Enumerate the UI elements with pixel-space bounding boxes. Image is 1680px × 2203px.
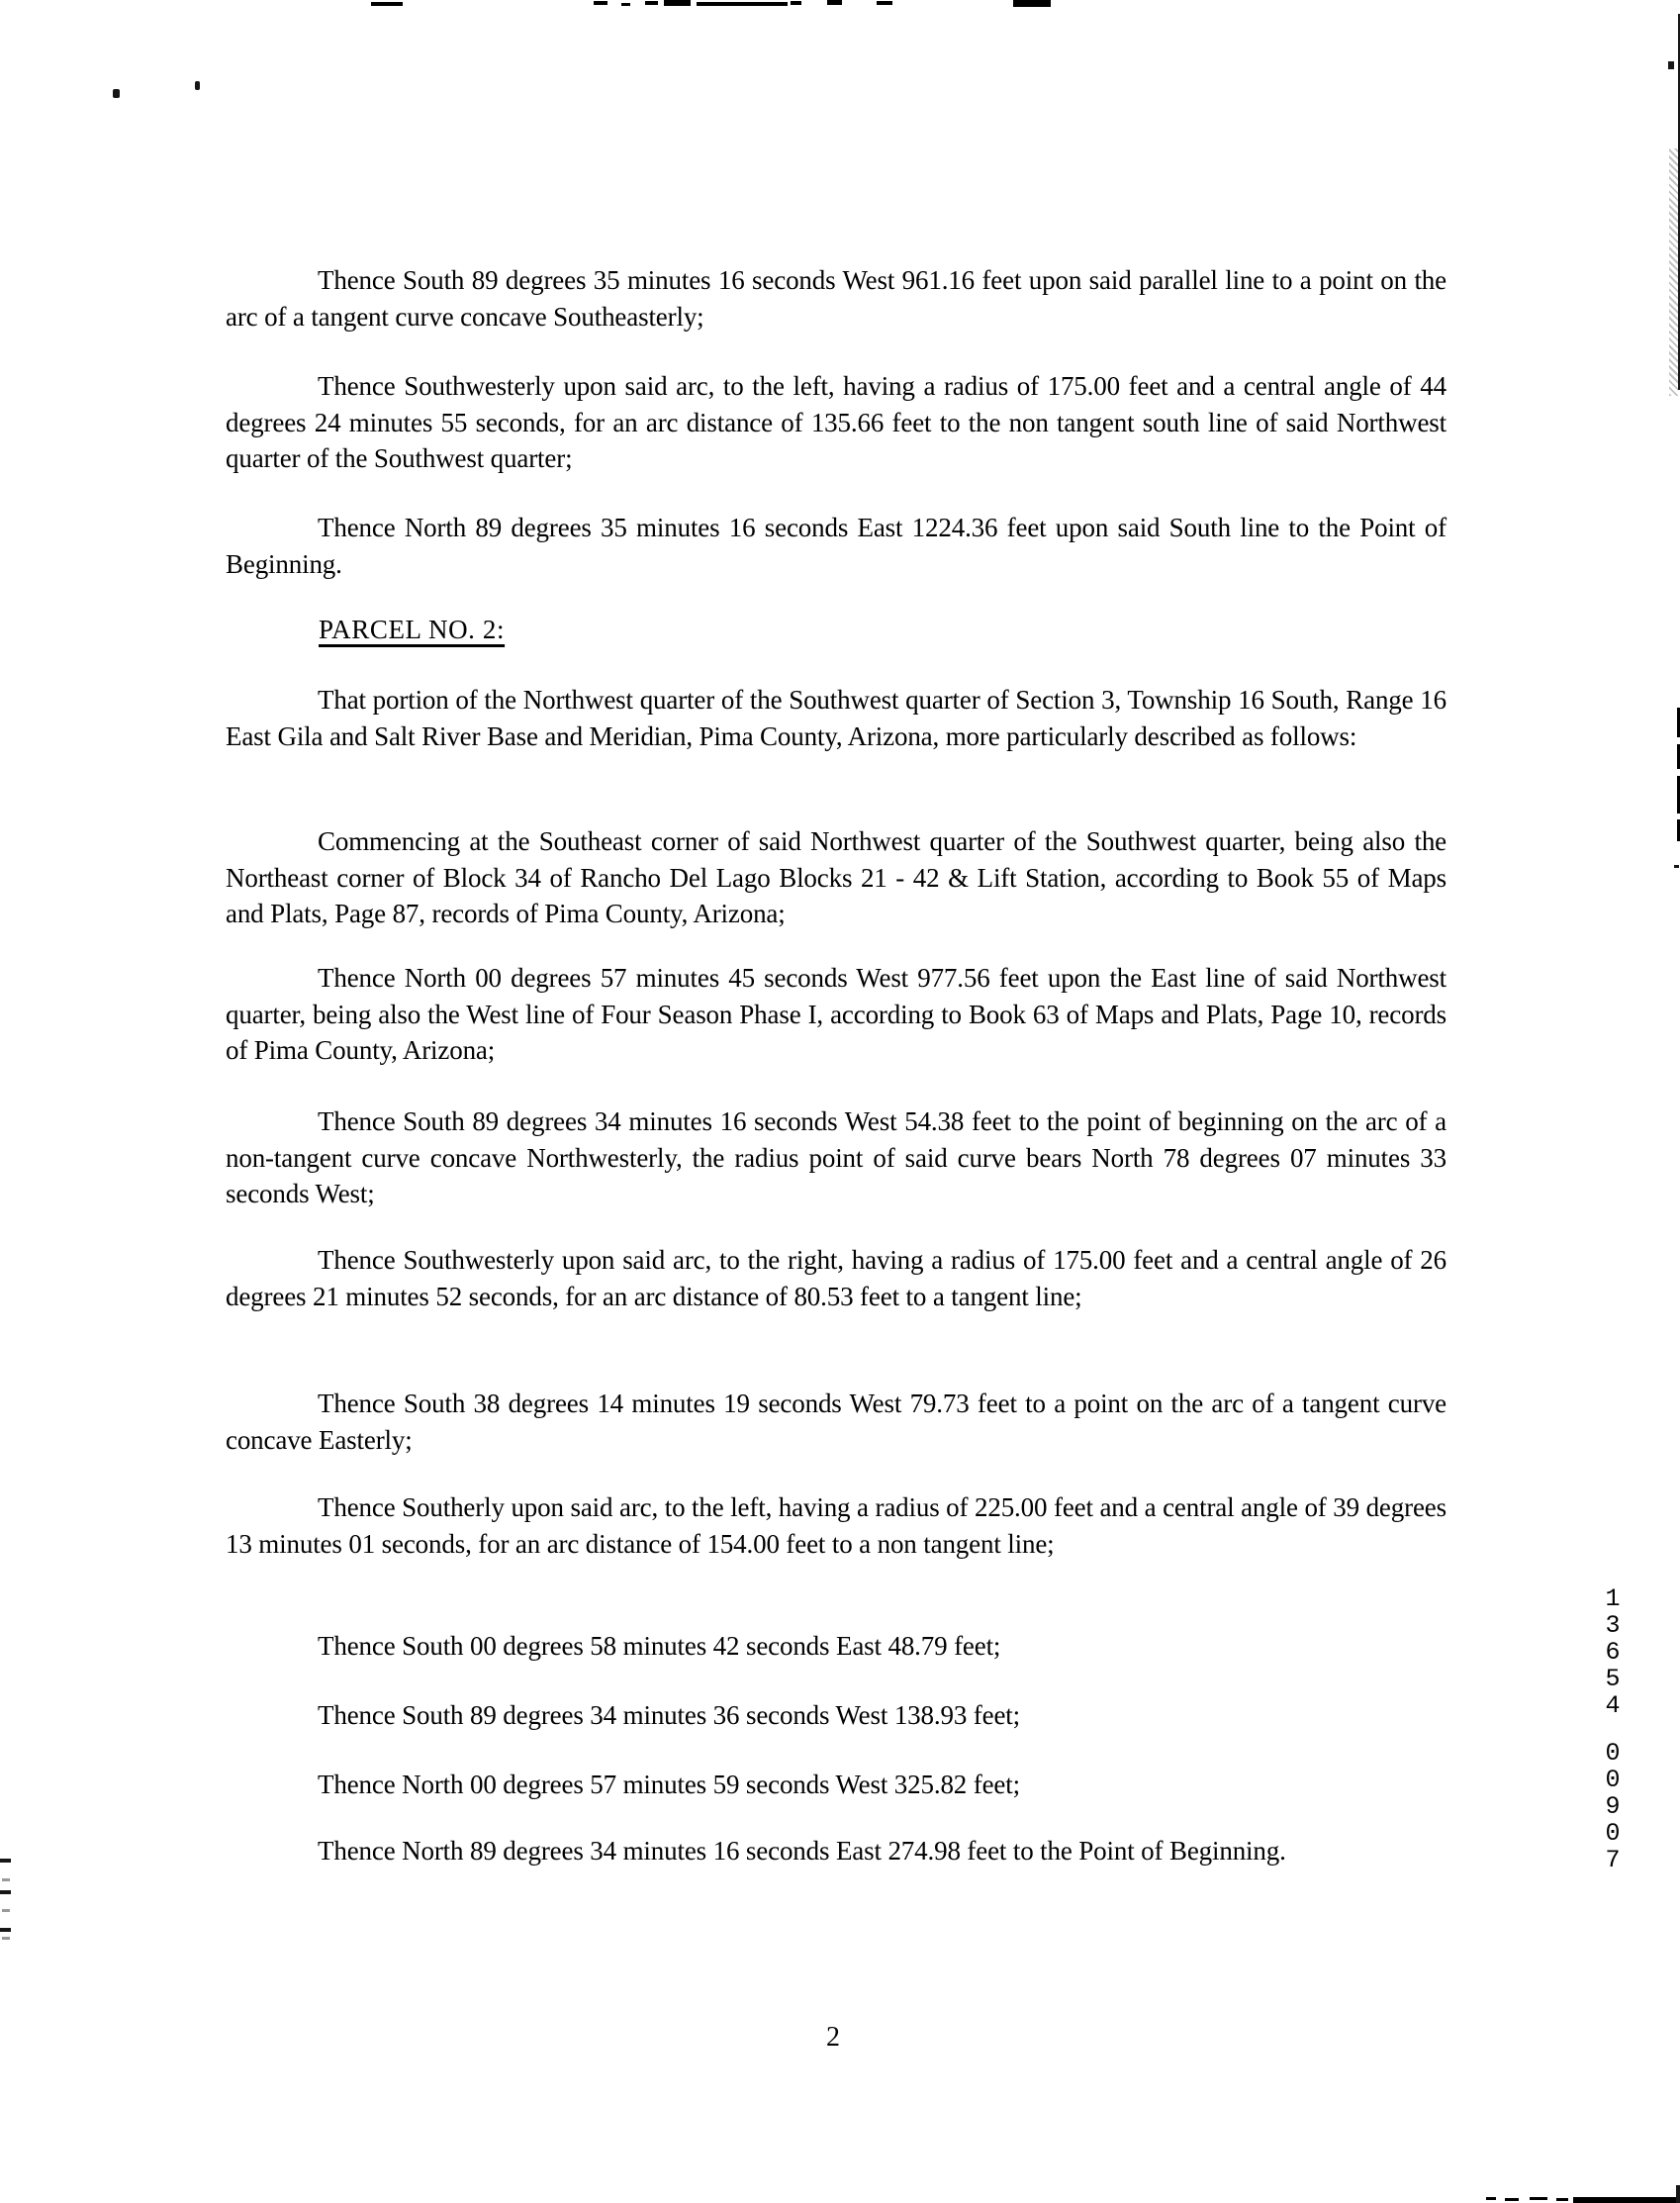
scan-artifact [113,89,120,98]
scan-artifact [1676,2185,1680,2203]
legal-description-paragraph: Thence North 00 degrees 57 minutes 59 seconds West 325.82 feet; [318,1770,1020,1799]
scan-artifact [1674,865,1679,868]
scan-artifact [664,0,691,6]
scan-artifact [2,1909,10,1912]
legal-description-paragraph: Thence South 89 degrees 35 minutes 16 seconds West 961.16 feet upon said parallel line to a point on the arc of a tangent curve concave Southeasterly; [226,265,1447,332]
legal-description-paragraph: Thence North 00 degrees 57 minutes 45 seconds West 977.56 feet upon the East line of said Northwest quarter, being also the West line of Four Season Phase I, according to Book 63 of Maps and Plats, Page 10, records of Pima County, Arizona; [226,963,1447,1066]
legal-description-paragraph: That portion of the Northwest quarter of the Southwest quarter of Section 3, Township 16 South, Range 16 East Gila and Salt River Base and Meridian, Pima County, Arizona, more particularly described as follows: [226,685,1447,751]
scan-artifact [1669,148,1678,396]
legal-description-paragraph: Thence North 89 degrees 34 minutes 16 seconds East 274.98 feet to the Point of Beginning. [318,1836,1286,1866]
scan-artifact [1556,2198,1568,2201]
legal-description-paragraph: Thence North 89 degrees 35 minutes 16 seconds East 1224.36 feet upon said South line to the Point of Beginning. [226,513,1447,579]
scan-artifact [371,2,403,6]
legal-description-paragraph: Thence South 38 degrees 14 minutes 19 seconds West 79.73 feet to a point on the arc of a tangent curve concave Easterly; [226,1389,1447,1455]
scan-artifact [594,1,607,5]
scan-artifact [621,3,630,6]
legal-description-paragraph: Commencing at the Southeast corner of said Northwest quarter of the Southwest quarter, being also the Northeast corner of Block 34 of Rancho Del Lago Blocks 21 - 42 & Lift Station, according to Book 55 of Maps and Plats, Page 87, records of Pima County, Arizona; [226,826,1447,929]
legal-description-paragraph: Thence Southerly upon said arc, to the left, having a radius of 225.00 feet and a central angle of 39 degrees 13 minutes 01 seconds, for an arc distance of 154.00 feet to a non tangent line; [226,1492,1447,1559]
scan-artifact [1505,2198,1519,2201]
scan-artifact [1486,2197,1496,2200]
scan-artifact [0,1928,11,1932]
legal-description-paragraph: Thence South 89 degrees 34 minutes 16 seconds West 54.38 feet to the point of beginning on the arc of a non-tangent curve concave Northwesterly, the radius point of said curve bears North 78 degrees 07 minutes 33 seconds West; [226,1106,1447,1209]
scan-artifact [1530,2197,1547,2200]
scan-artifact [1013,0,1051,7]
scan-artifact [877,1,892,5]
legal-description-paragraph: Thence Southwesterly upon said arc, to the right, having a radius of 175.00 feet and a central angle of 26 degrees 21 minutes 52 seconds, for an arc distance of 80.53 feet to a tangent line; [226,1245,1447,1311]
scan-artifact [0,1890,11,1894]
scan-artifact [697,2,788,6]
scan-artifact [791,1,801,5]
legal-description-paragraph: Thence Southwesterly upon said arc, to the left, having a radius of 175.00 feet and a central angle of 44 degrees 24 minutes 55 seconds, for an arc distance of 135.66 feet to the non tangent south line of said Northwest quarter of the Southwest quarter; [226,371,1447,474]
scan-artifact [645,1,658,5]
scan-artifact [0,1859,11,1863]
scan-artifact [827,0,842,5]
legal-description-paragraph: Thence South 00 degrees 58 minutes 42 seconds East 48.79 feet; [318,1631,1001,1661]
scan-artifact [2,1878,10,1881]
legal-description-paragraph: Thence South 89 degrees 34 minutes 36 seconds West 138.93 feet; [318,1700,1020,1730]
bates-stamp [1598,1585,1628,1873]
parcel-2-heading: PARCEL NO. 2: [319,615,506,644]
scan-artifact [1573,2197,1680,2203]
scan-artifact [1668,61,1674,69]
bates-number-part2: 00907 [1605,1739,1621,1874]
bates-number-part1: 13654 [1605,1584,1621,1720]
scan-artifact [2,1937,10,1940]
scan-artifact [195,81,200,90]
page-number: 2 [826,2022,840,2053]
